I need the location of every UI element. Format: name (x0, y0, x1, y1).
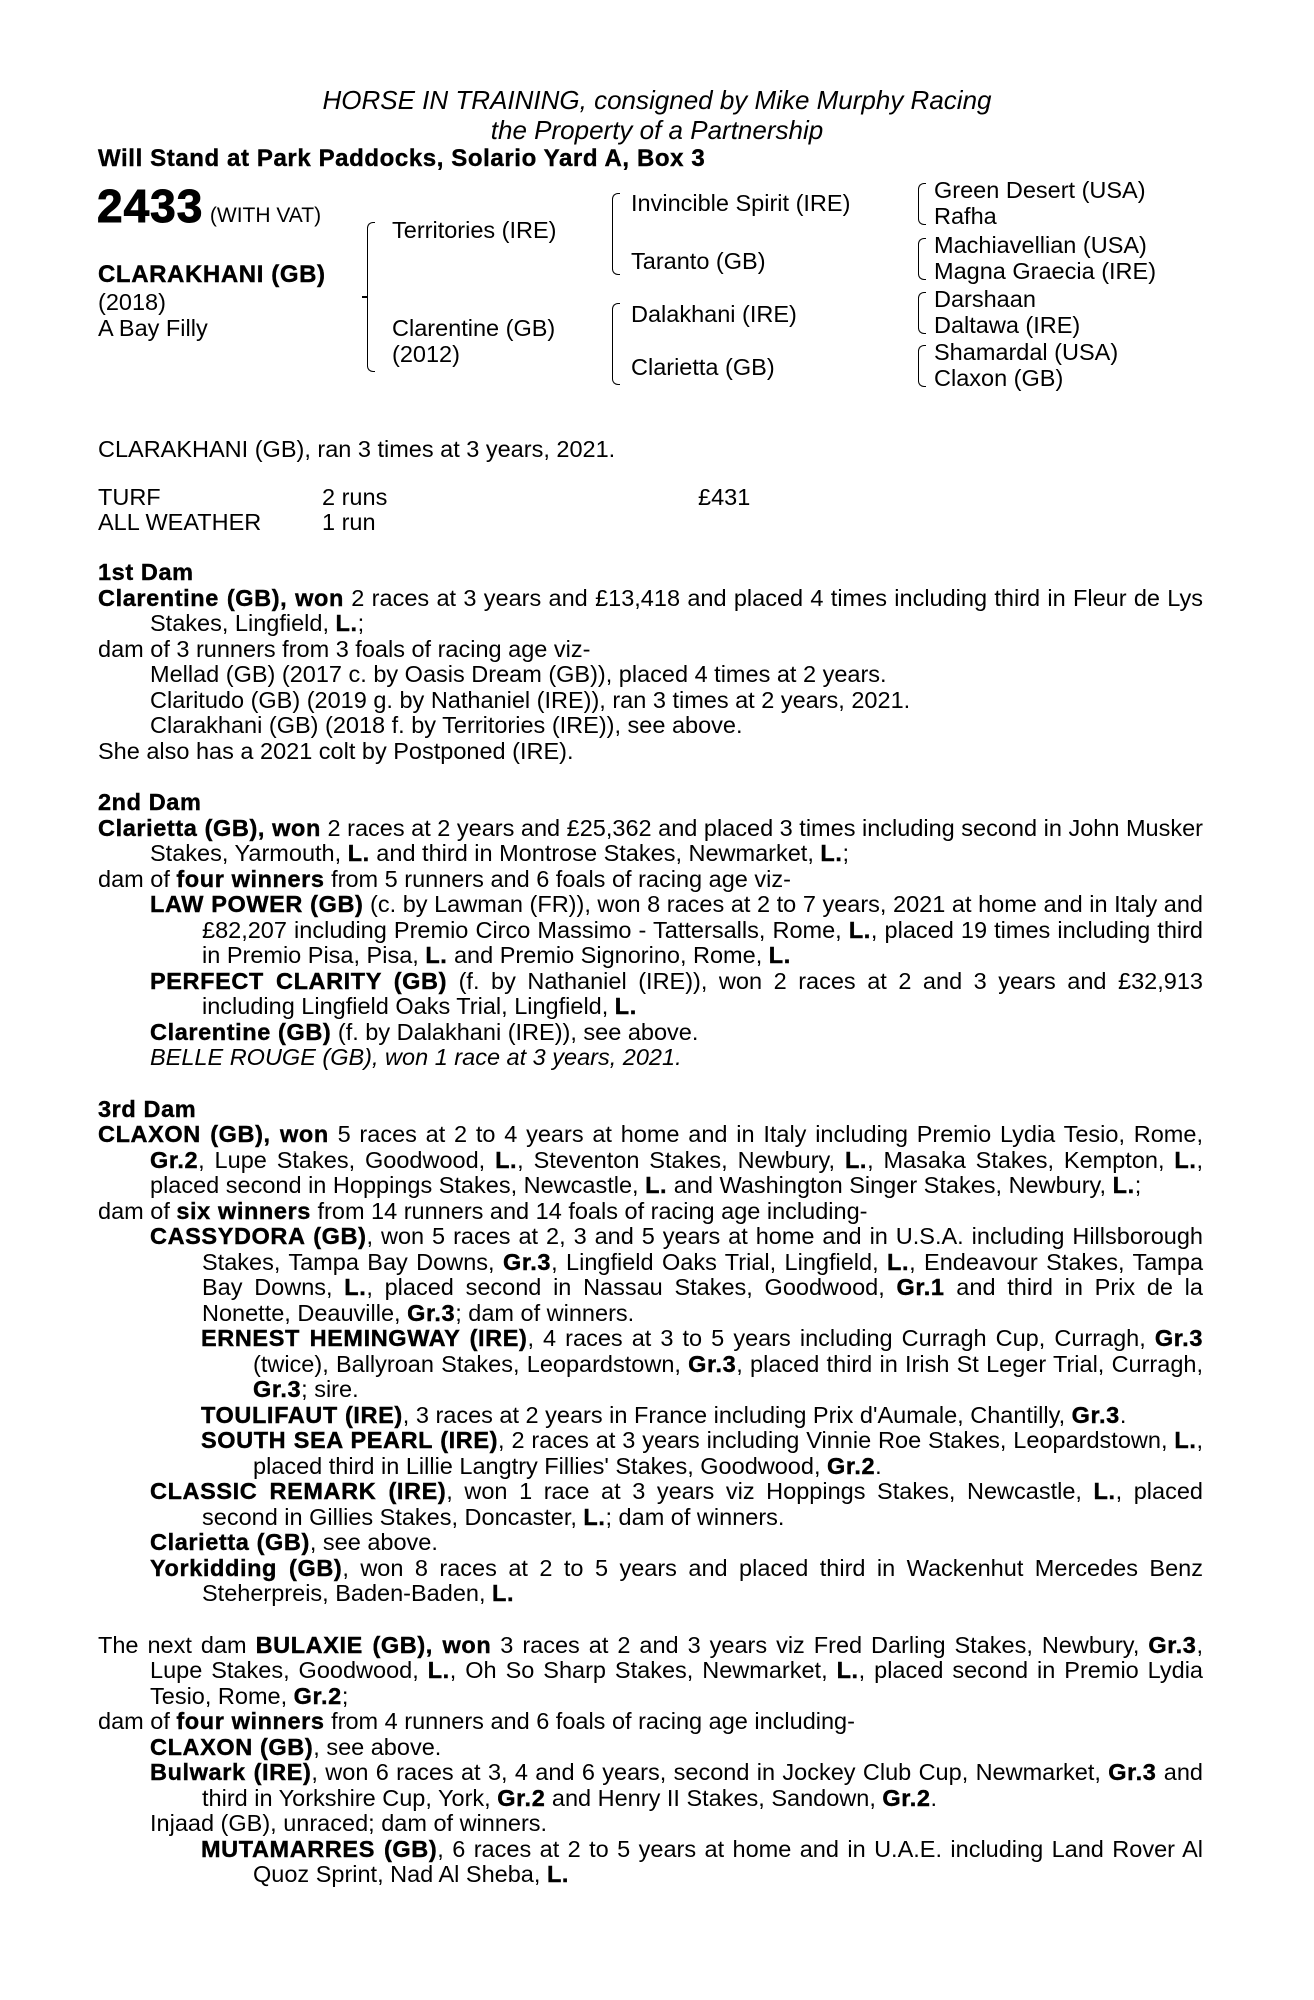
first-dam-record (98, 586, 1203, 637)
text-run: . (1119, 1401, 1127, 1428)
produce-item-injaad: Injaad (GB), unraced; dam of winners. (150, 1810, 548, 1836)
text-run: , won 6 races at 3, 4 and 6 years, second in Jockey Club Cup, Newmarket, (311, 1759, 1109, 1785)
text-run: 3 races at 2 and 3 years viz Fred Darling Stakes, Newbury, (491, 1631, 1149, 1658)
pedigree-brace (612, 303, 620, 385)
pedigree-g1: Green Desert (USA) (934, 177, 1146, 203)
text-run: Gr.3 (1154, 1325, 1203, 1351)
text-run: Gr.3 (1108, 1759, 1157, 1785)
text-run: (twice), Ballyroan Stakes, Leopardstown, (253, 1350, 689, 1377)
text-run: , won 1 race at 3 years, 2021. (372, 1044, 682, 1070)
pedigree-g3: Machiavellian (USA) (934, 232, 1147, 258)
text-run: L. (1093, 1478, 1116, 1504)
text-run: Gr.3 (1148, 1631, 1197, 1658)
text-run: , Oh So Sharp Stakes, Newmarket, (449, 1657, 837, 1683)
text-run: Bulwark (IRE) (150, 1759, 312, 1785)
text-run: (f. by Dalakhani (IRE)), see above. (331, 1018, 699, 1045)
text-run: TOULIFAUT (IRE) (201, 1401, 403, 1428)
text-run: , won 1 race at 3 years viz Hoppings Stakes, Newcastle, (446, 1478, 1094, 1504)
text-run: L. (347, 840, 370, 866)
second-dam-dam-of (98, 867, 1203, 893)
text-run: (f. by Nathaniel (IRE)), won 2 races at 2 and 3 years and £32,913 including Lingfield Oaks Trial, Lingfield, (202, 967, 1203, 1019)
pedigree-dam-dam: Clarietta (GB) (631, 354, 775, 380)
text-run: L. (425, 942, 448, 968)
text-run: from 4 runners and 6 foals of racing age including- (324, 1708, 855, 1734)
text-run: , 3 races at 2 years in France including Prix d'Aumale, Chantilly, (402, 1401, 1072, 1428)
text-run: Gr.2 (150, 1146, 199, 1173)
produce-item-claxon (98, 1735, 1203, 1761)
produce-item-clarentine (98, 1020, 1203, 1046)
text-run: Gr.3 (688, 1350, 737, 1377)
text-run: , see above. (313, 1733, 442, 1760)
text-run: L. (427, 1657, 450, 1683)
text-run: ; (357, 610, 365, 636)
turf-runs: 2 runs (322, 484, 388, 510)
pedigree-dam-sire: Dalakhani (IRE) (631, 301, 797, 327)
text-run: Gr.2 (293, 1682, 342, 1709)
turf-label: TURF (98, 484, 161, 510)
text-run: from 5 runners and 6 foals of racing age viz- (324, 865, 791, 892)
text-run: and third in Yorkshire Cup, York, (202, 1759, 1203, 1811)
text-run: 5 races at 2 to 4 years at home and in Italy including Premio Lydia Tesio, Rome, (328, 1121, 1203, 1147)
text-run: The next dam (98, 1631, 256, 1658)
turf-prize: £431 (698, 484, 751, 510)
text-run: ERNEST HEMINGWAY (IRE) (201, 1325, 528, 1351)
produce-item: Clarakhani (GB) (2018 f. by Territories (IRE)), see above. (150, 712, 743, 738)
text-run: L. (1174, 1427, 1197, 1453)
text-run: Gr.2 (497, 1784, 546, 1811)
text-run: ; (341, 1682, 349, 1709)
text-run: LAW POWER (GB) (150, 891, 364, 917)
text-run: SOUTH SEA PEARL (IRE) (201, 1427, 499, 1453)
next-dam-name: BULAXIE (GB), won (255, 1631, 492, 1658)
text-run: Gr.3 (502, 1248, 552, 1275)
text-run: ; sire. (301, 1376, 359, 1402)
text-run: L. (344, 1274, 367, 1300)
horse-year: (2018) (98, 289, 166, 315)
text-run: ; (842, 840, 850, 866)
second-dam-heading: 2nd Dam (98, 789, 202, 815)
produce-item-mutamarres (98, 1837, 1203, 1888)
text-run: from 14 runners and 14 foals of racing age including- (310, 1197, 868, 1224)
pedigree-g5: Darshaan (934, 286, 1036, 312)
text-run: dam of (98, 865, 177, 892)
produce-item-perfect-clarity (98, 969, 1203, 1020)
text-run: CLAXON (GB) (150, 1733, 314, 1760)
text-run: , 6 races at 2 to 5 years at home and in U.A.E. including Land Rover Al Quoz Sprint, Nad Al Sheba, (253, 1835, 1203, 1887)
text-run: four winners (176, 865, 325, 892)
catalogue-header-location: Will Stand at Park Paddocks, Solario Yard A, Box 3 (98, 145, 706, 172)
produce-item-bulwark (98, 1760, 1203, 1811)
text-run: L. (495, 1146, 518, 1173)
pedigree-brace (918, 183, 926, 225)
pedigree-sire-dam: Taranto (GB) (631, 248, 766, 274)
lot-number: 2433 (97, 180, 204, 232)
catalogue-header-property: the Property of a Partnership (490, 115, 824, 145)
text-run: ; dam of winners. (455, 1299, 635, 1326)
text-run: , Steventon Stakes, Newbury, (517, 1146, 845, 1173)
text-run: and Washington Singer Stakes, Newbury, (667, 1172, 1113, 1198)
text-run: , placed second in Premio Lydia Tesio, Rome, (150, 1657, 1203, 1709)
text-run: . (875, 1452, 882, 1479)
text-run: L. (614, 993, 637, 1019)
text-run: Clarentine (GB) (150, 1018, 332, 1045)
text-run: PERFECT CLARITY (GB) (150, 967, 448, 994)
pedigree-sire-sire: Invincible Spirit (IRE) (631, 190, 851, 216)
vat-note: (WITH VAT) (209, 204, 322, 227)
text-run: Gr.2 (827, 1452, 876, 1479)
text-run: , placed third in Lillie Langtry Fillies' Stakes, Goodwood, (253, 1427, 1203, 1479)
first-dam-also: She also has a 2021 colt by Postponed (IRE). (98, 737, 574, 764)
text-run: , 2 races at 3 years including Vinnie Roe Stakes, Leopardstown, (498, 1427, 1175, 1453)
text-run: , 4 races at 3 to 5 years including Curragh Cup, Curragh, (527, 1325, 1155, 1351)
pedigree-g8: Claxon (GB) (934, 365, 1064, 391)
text-run: , won 8 races at 2 to 5 years and placed third in Wackenhut Mercedes Benz Steherpreis, Baden-Baden, (202, 1554, 1203, 1606)
produce-item-clarietta (98, 1530, 1203, 1556)
first-dam-dam-of: dam of 3 runners from 3 foals of racing age viz- (98, 635, 591, 662)
text-run: L. (887, 1248, 910, 1275)
text-run: 2 races at 2 years and £25,362 and placed 3 times including second in John Musker Stakes, Yarmouth, (150, 814, 1203, 866)
text-run: , Lingfield Oaks Trial, Lingfield, (551, 1248, 888, 1275)
text-run: L. (645, 1172, 668, 1198)
text-run: L. (492, 1580, 515, 1606)
text-run: dam of (98, 1197, 177, 1224)
pedigree-brace (918, 292, 926, 334)
text-run: L. (836, 1657, 859, 1683)
text-run: Yorkidding (GB) (150, 1554, 343, 1581)
pedigree-dam: Clarentine (GB) (392, 315, 556, 341)
produce-item-law-power (98, 892, 1203, 969)
text-run: and Henry II Stakes, Sandown, (545, 1784, 883, 1811)
pedigree-brace (918, 238, 926, 280)
pedigree-sire: Territories (IRE) (392, 217, 557, 243)
text-run: Gr.1 (896, 1274, 945, 1300)
text-run: , Masaka Stakes, Kempton, (867, 1146, 1175, 1173)
produce-item: Claritudo (GB) (2019 g. by Nathaniel (IRE)), ran 3 times at 2 years, 2021. (150, 686, 911, 713)
text-run: ; (1134, 1172, 1142, 1198)
third-dam-dam-of (98, 1199, 1203, 1225)
pedigree-dam-year: (2012) (392, 341, 460, 367)
horse-name: CLARAKHANI (GB) (98, 261, 326, 288)
produce-item-classic-remark (98, 1479, 1203, 1530)
text-run: and Premio Signorino, Rome, (447, 942, 769, 968)
text-run: and third in Montrose Stakes, Newmarket, (369, 840, 821, 866)
all-weather-runs: 1 run (322, 509, 376, 535)
text-run: ; dam of winners. (605, 1503, 785, 1530)
produce-item: Mellad (GB) (2017 c. by Oasis Dream (GB)), placed 4 times at 2 years. (150, 661, 887, 687)
text-run: L. (583, 1503, 606, 1530)
second-dam-record (98, 816, 1203, 867)
race-record-summary: CLARAKHANI (GB), ran 3 times at 3 years, 2021. (98, 436, 616, 462)
first-dam-name: Clarentine (GB), won (98, 584, 344, 611)
first-dam-heading: 1st Dam (98, 559, 194, 585)
text-run: L. (844, 1146, 868, 1173)
text-run: L. (820, 840, 843, 866)
text-run: Gr.3 (407, 1299, 456, 1326)
text-run: six winners (176, 1197, 311, 1224)
text-run: four winners (176, 1708, 325, 1734)
horse-description: A Bay Filly (98, 315, 208, 341)
text-run: , placed 19 times including third in Premio Pisa, Pisa, (202, 916, 1203, 968)
text-run: , see above. (309, 1529, 438, 1555)
text-run: Clarietta (GB) (150, 1529, 310, 1555)
text-run: , Endeavour Stakes, Tampa Bay Downs, (202, 1248, 1204, 1300)
produce-item-belle-rouge (98, 1045, 1203, 1071)
text-run: MUTAMARRES (GB) (201, 1835, 438, 1862)
produce-item-ernest-hemingway (98, 1326, 1203, 1403)
produce-item-cassydora (98, 1224, 1203, 1326)
text-run: BELLE ROUGE (GB) (150, 1044, 372, 1070)
second-dam-name: Clarietta (GB), won (98, 814, 321, 841)
pedigree-brace-tip (362, 296, 367, 298)
text-run: , placed third in Irish St Leger Trial, Curragh, (736, 1350, 1203, 1377)
next-dam-record (98, 1633, 1203, 1710)
text-run: and third in Prix de la Nonette, Deauville, (202, 1274, 1203, 1326)
catalogue-header-consignor: HORSE IN TRAINING, consigned by Mike Murphy Racing (322, 85, 992, 115)
third-dam-record (98, 1122, 1203, 1199)
produce-item-south-sea-pearl (98, 1428, 1203, 1479)
text-run: Gr.3 (253, 1376, 302, 1402)
text-run: , placed second in Nassau Stakes, Goodwood, (366, 1274, 897, 1300)
pedigree-brace (612, 193, 620, 275)
pedigree-g6: Daltawa (IRE) (934, 312, 1081, 338)
text-run: CASSYDORA (GB) (150, 1223, 367, 1249)
text-run: L. (335, 610, 358, 636)
text-run: L. (848, 916, 871, 943)
third-dam-heading: 3rd Dam (98, 1095, 197, 1122)
text-run: L. (1112, 1172, 1135, 1198)
text-run: , won 5 races at 2, 3 and 5 years at home and in U.S.A. including Hillsborough Stakes, Tampa Bay Downs, (202, 1223, 1203, 1275)
text-run: , Lupe Stakes, Goodwood, (150, 1631, 1203, 1683)
text-run: . (930, 1784, 938, 1811)
text-run: , Lupe Stakes, Goodwood, (198, 1146, 496, 1173)
pedigree-brace (367, 222, 375, 372)
next-dam-dam-of (98, 1709, 1203, 1735)
all-weather-label: ALL WEATHER (98, 509, 262, 535)
produce-item-yorkidding (98, 1556, 1203, 1607)
text-run: L. (546, 1861, 570, 1887)
produce-item-toulifaut (98, 1403, 1203, 1429)
pedigree-g7: Shamardal (USA) (934, 339, 1119, 365)
pedigree-g4: Magna Graecia (IRE) (934, 258, 1157, 284)
text-run: (c. by Lawman (FR)), won 8 races at 2 to 7 years, 2021 at home and in Italy and £82,207 including Premio Circo Massimo - Tattersalls, Rome, (202, 891, 1203, 943)
pedigree-g2: Rafha (934, 203, 997, 229)
text-run: 2 races at 3 years and £13,418 and placed 4 times including third in Fleur de Lys Stakes, Lingfield, (150, 584, 1203, 636)
third-dam-name: CLAXON (GB), won (98, 1121, 329, 1147)
pedigree-brace (918, 345, 926, 387)
lot-block (97, 181, 321, 231)
text-run: dam of (98, 1708, 177, 1734)
text-run: L. (768, 942, 791, 968)
text-run: Gr.3 (1071, 1401, 1120, 1428)
text-run: Gr.2 (882, 1784, 931, 1811)
produce-record (98, 560, 1203, 1888)
text-run: , placed second in Gillies Stakes, Doncaster, (202, 1478, 1203, 1530)
text-run: L. (1174, 1146, 1197, 1173)
text-run: CLASSIC REMARK (IRE) (150, 1478, 447, 1504)
text-run: , placed second in Hoppings Stakes, Newcastle, (150, 1146, 1204, 1198)
